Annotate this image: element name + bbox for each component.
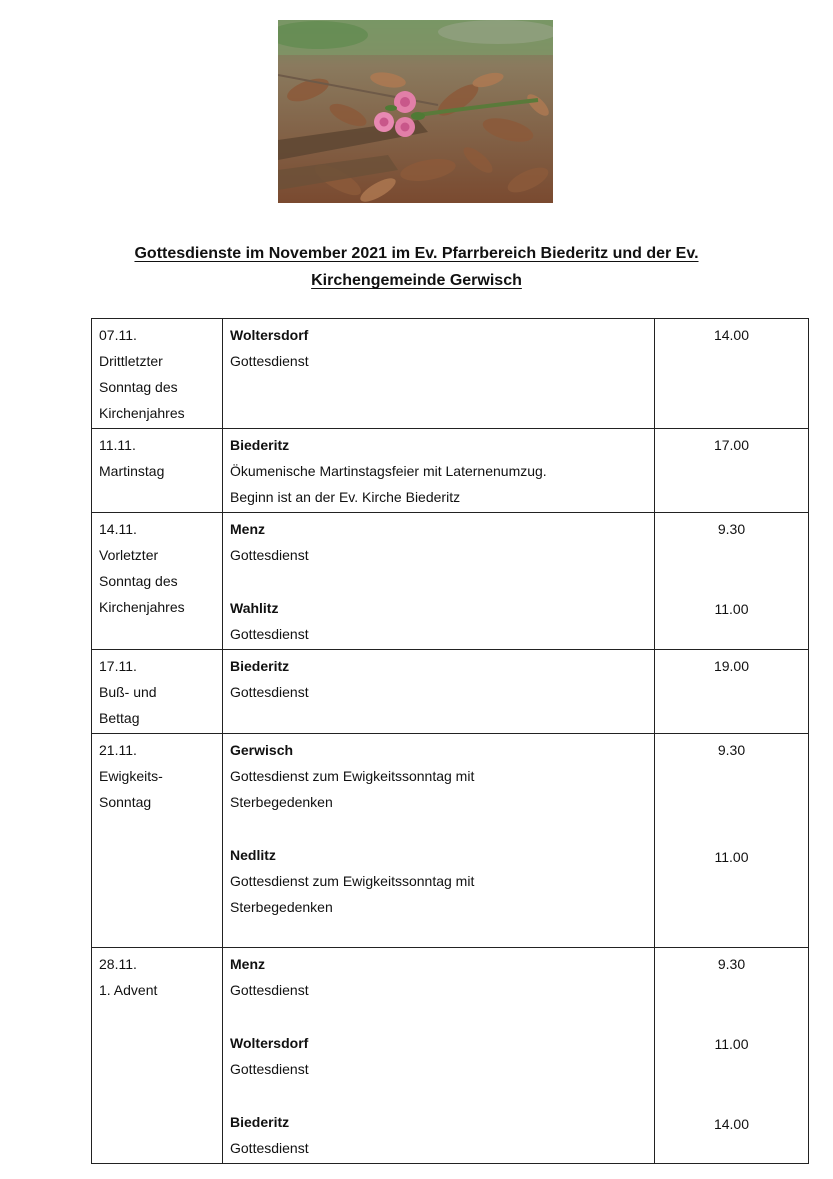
date: 17.11.: [99, 658, 137, 674]
event-description: Gottesdienst: [230, 684, 309, 700]
service-time: 14.00: [713, 1116, 750, 1132]
service-time: 11.00: [714, 1036, 749, 1052]
event-description: Gottesdienst: [230, 1140, 309, 1156]
date-cell: [92, 319, 223, 429]
table-row: [92, 734, 809, 948]
date: 11.11.: [99, 437, 136, 453]
occasion-line: 1. Advent: [99, 982, 158, 998]
time-cell: [655, 429, 809, 513]
occasion-line: Buß- und: [99, 684, 157, 700]
church-location: Biederitz: [230, 1114, 290, 1130]
table-row: [92, 319, 809, 429]
date: 14.11.: [99, 521, 137, 537]
event-description: Gottesdienst: [230, 353, 309, 369]
service-time: 9.30: [717, 956, 746, 972]
event-cell: [223, 429, 655, 513]
service-time: 17.00: [713, 437, 750, 453]
service-time: 9.30: [717, 742, 746, 758]
date: 28.11.: [99, 956, 137, 972]
church-location: Menz: [230, 956, 265, 972]
church-location: Woltersdorf: [230, 1035, 309, 1051]
date-cell: [92, 513, 223, 650]
event-description: Sterbegedenken: [230, 794, 333, 810]
event-description: Gottesdienst: [230, 626, 309, 642]
event-cell: [223, 513, 655, 650]
occasion-line: Kirchenjahres: [99, 599, 185, 615]
church-location: Gerwisch: [230, 742, 294, 758]
church-location: Nedlitz: [230, 847, 276, 863]
title-line-1: Gottesdienste im November 2021 im Ev. Pfarrbereich Biederitz und der Ev.: [134, 245, 699, 262]
event-cell: [223, 734, 655, 948]
event-description: Gottesdienst: [230, 982, 309, 998]
table-row: [92, 948, 809, 1164]
event-cell: [223, 319, 655, 429]
occasion-line: Vorletzter: [99, 547, 159, 563]
occasion-line: Martinstag: [99, 463, 165, 479]
service-time: 11.00: [714, 849, 749, 865]
date-cell: [92, 429, 223, 513]
page-title: [90, 240, 743, 294]
header-photo-roses-on-leaves: [278, 20, 553, 203]
time-cell: [655, 319, 809, 429]
event-description: Ökumenische Martinstagsfeier mit Laternenumzug.: [230, 463, 547, 479]
service-time: 14.00: [713, 327, 750, 343]
event-description: Gottesdienst: [230, 1061, 309, 1077]
event-description: Gottesdienst zum Ewigkeitssonntag mit: [230, 768, 475, 784]
occasion-line: Sonntag des: [99, 379, 178, 395]
table-row: [92, 513, 809, 650]
date-cell: [92, 650, 223, 734]
title-line-2: Kirchengemeinde Gerwisch: [311, 272, 522, 289]
event-description: Gottesdienst: [230, 547, 309, 563]
event-description: Sterbegedenken: [230, 899, 333, 915]
service-schedule-table: [91, 318, 809, 1164]
date: 21.11.: [99, 742, 137, 758]
service-time: 9.30: [717, 521, 746, 537]
event-cell: [223, 948, 655, 1164]
occasion-line: Sonntag: [99, 794, 152, 810]
occasion-line: Ewigkeits-: [99, 768, 163, 784]
date-cell: [92, 948, 223, 1164]
church-location: Woltersdorf: [230, 327, 309, 343]
time-cell: [655, 948, 809, 1164]
time-cell: [655, 734, 809, 948]
church-location: Wahlitz: [230, 600, 279, 616]
table-row: [92, 650, 809, 734]
church-location: Biederitz: [230, 658, 290, 674]
table-row: [92, 429, 809, 513]
occasion-line: Bettag: [99, 710, 140, 726]
roses-photo-icon: [278, 20, 553, 203]
date: 07.11.: [99, 327, 137, 343]
church-location: Menz: [230, 521, 265, 537]
occasion-line: Sonntag des: [99, 573, 178, 589]
event-description: Beginn ist an der Ev. Kirche Biederitz: [230, 489, 461, 505]
time-cell: [655, 650, 809, 734]
occasion-line: Drittletzter: [99, 353, 163, 369]
event-cell: [223, 650, 655, 734]
occasion-line: Kirchenjahres: [99, 405, 185, 421]
time-cell: [655, 513, 809, 650]
service-time: 19.00: [713, 658, 750, 674]
event-description: Gottesdienst zum Ewigkeitssonntag mit: [230, 873, 475, 889]
date-cell: [92, 734, 223, 948]
service-time: 11.00: [714, 601, 749, 617]
church-location: Biederitz: [230, 437, 290, 453]
